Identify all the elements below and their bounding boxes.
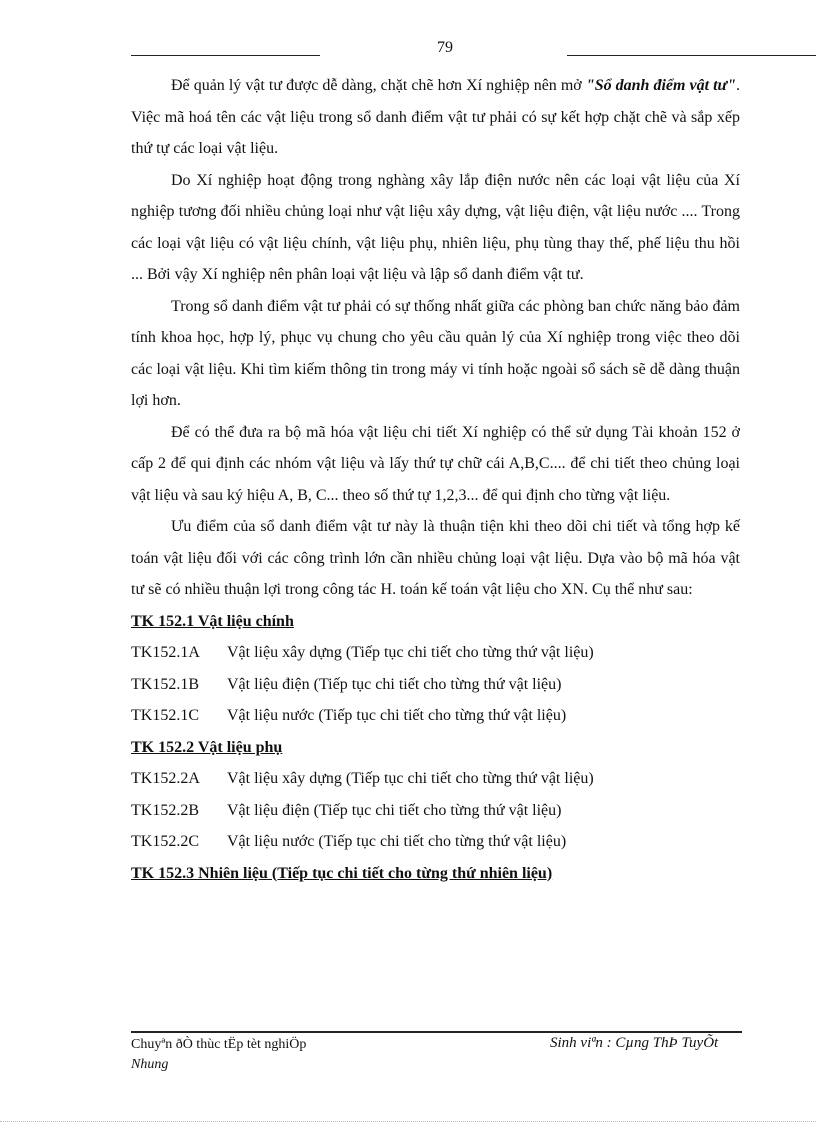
account-code: TK152.1C: [131, 707, 199, 724]
header-rule-right: [567, 55, 816, 56]
account-description: Vật liệu xây dựng (Tiếp tục chi tiết cho từng thứ vật liệu): [227, 770, 594, 787]
footer-left-line2: Nhung: [131, 1057, 169, 1072]
document-body: [131, 70, 740, 889]
account-code: TK152.2C: [131, 833, 199, 850]
footer-rule: [131, 1031, 742, 1033]
account-code: TK152.2A: [131, 770, 200, 787]
account-description: Vật liệu nước (Tiếp tục chi tiết cho từng thứ vật liệu): [227, 833, 567, 850]
paragraph-1: [131, 70, 740, 165]
account-description: Vật liệu điện (Tiếp tục chi tiết cho từng thứ vật liệu): [227, 675, 562, 693]
account-row: [131, 700, 740, 732]
account-row: [131, 826, 740, 858]
footer-right: Sinh viªn : Cµng ThÞ TuyÕt: [550, 1035, 719, 1051]
account-code: TK152.1A: [131, 644, 200, 661]
book-title-emphasis: "Sổ danh điểm vật tư": [585, 77, 737, 94]
account-row: [131, 637, 740, 669]
account-description: Vật liệu xây dựng (Tiếp tục chi tiết cho từng thứ vật liệu): [227, 644, 594, 661]
paragraph-5: Ưu điểm của sổ danh điểm vật tư này là thuận tiện khi theo dõi chi tiết và tổng hợp kế toán vật liệu đối với các công trình lớn cần nhiều chủng loại vật liệu. Dựa vào bộ mã hóa vật tư sẽ có nhiều thuận lợi trong công tác H. toán kế toán vật liệu cho XN. Cụ thể như sau:: [131, 518, 740, 598]
account-code: TK152.1B: [131, 675, 199, 693]
paragraph-2: Do Xí nghiệp hoạt động trong nghàng xây lắp điện nước nên các loại vật liệu của Xí nghiệp tương đối nhiều chủng loại như vật liệu xây dựng, vật liệu điện, vật liệu nước .... Trong các loại vật liệu có vật liệu chính, vật liệu phụ, nhiên liệu, phụ tùng thay thế, phế liệu thu hồi ... Bởi vậy Xí nghiệp nên phân loại vật liệu và lập sổ danh điểm vật tư.: [131, 171, 740, 283]
paragraph-1-lead: Để quản lý vật tư được dễ dàng, chặt chẽ hơn Xí nghiệp nên mở: [171, 77, 586, 94]
section-heading-152-3-title: TK 152.3 Nhiên liệu: [131, 864, 268, 882]
account-code: TK152.2B: [131, 801, 199, 819]
paragraph-4: Để có thể đưa ra bộ mã hóa vật liệu chi tiết Xí nghiệp có thể sử dụng Tài khoản 152 ở cấp 2 để qui định các nhóm vật liệu và lấy thứ tự chữ cái A,B,C.... để chi tiết theo chủng loại vật liệu và sau ký hiệu A, B, C... theo số thứ tự 1,2,3... để qui định cho từng vật liệu.: [131, 423, 740, 504]
footer-left: [131, 1035, 306, 1075]
section-heading-152-3: [131, 858, 740, 890]
paragraph-1-rest: . Việc mã hoá tên các vật liệu trong sổ danh điểm vật tư phải có sự kết hợp chặt chẽ và sắp xếp thứ tự các loại vật liệu.: [131, 77, 741, 157]
paragraph-3: Trong sổ danh điểm vật tư phải có sự thống nhất giữa các phòng ban chức năng bảo đảm tính khoa học, hợp lý, phục vụ chung cho yêu cầu quản lý của Xí nghiệp trong việc theo dõi các loại vật liệu. Khi tìm kiếm thông tin trong máy vi tính hoặc ngoài sổ sách sẽ dễ dàng thuận lợi hơn.: [131, 297, 740, 409]
account-row: [131, 763, 740, 795]
account-description: Vật liệu điện (Tiếp tục chi tiết cho từng thứ vật liệu): [227, 801, 562, 819]
account-row: [131, 795, 740, 827]
section-heading-152-3-suffix: (Tiếp tục chi tiết cho từng thứ nhiên liệu): [267, 864, 553, 882]
page-number: 79: [437, 39, 453, 56]
header-rule-left: [131, 55, 320, 56]
account-row: [131, 669, 740, 701]
section-heading-152-1: TK 152.1 Vật liệu chính: [131, 612, 294, 630]
section-heading-152-2: TK 152.2 Vật liệu phụ: [131, 738, 283, 756]
account-description: Vật liệu nước (Tiếp tục chi tiết cho từng thứ vật liệu): [227, 707, 567, 724]
page-bottom-border: [0, 1121, 816, 1122]
footer-left-line1: Chuyªn ðÒ thùc tËp tèt nghiÖp: [131, 1037, 307, 1052]
